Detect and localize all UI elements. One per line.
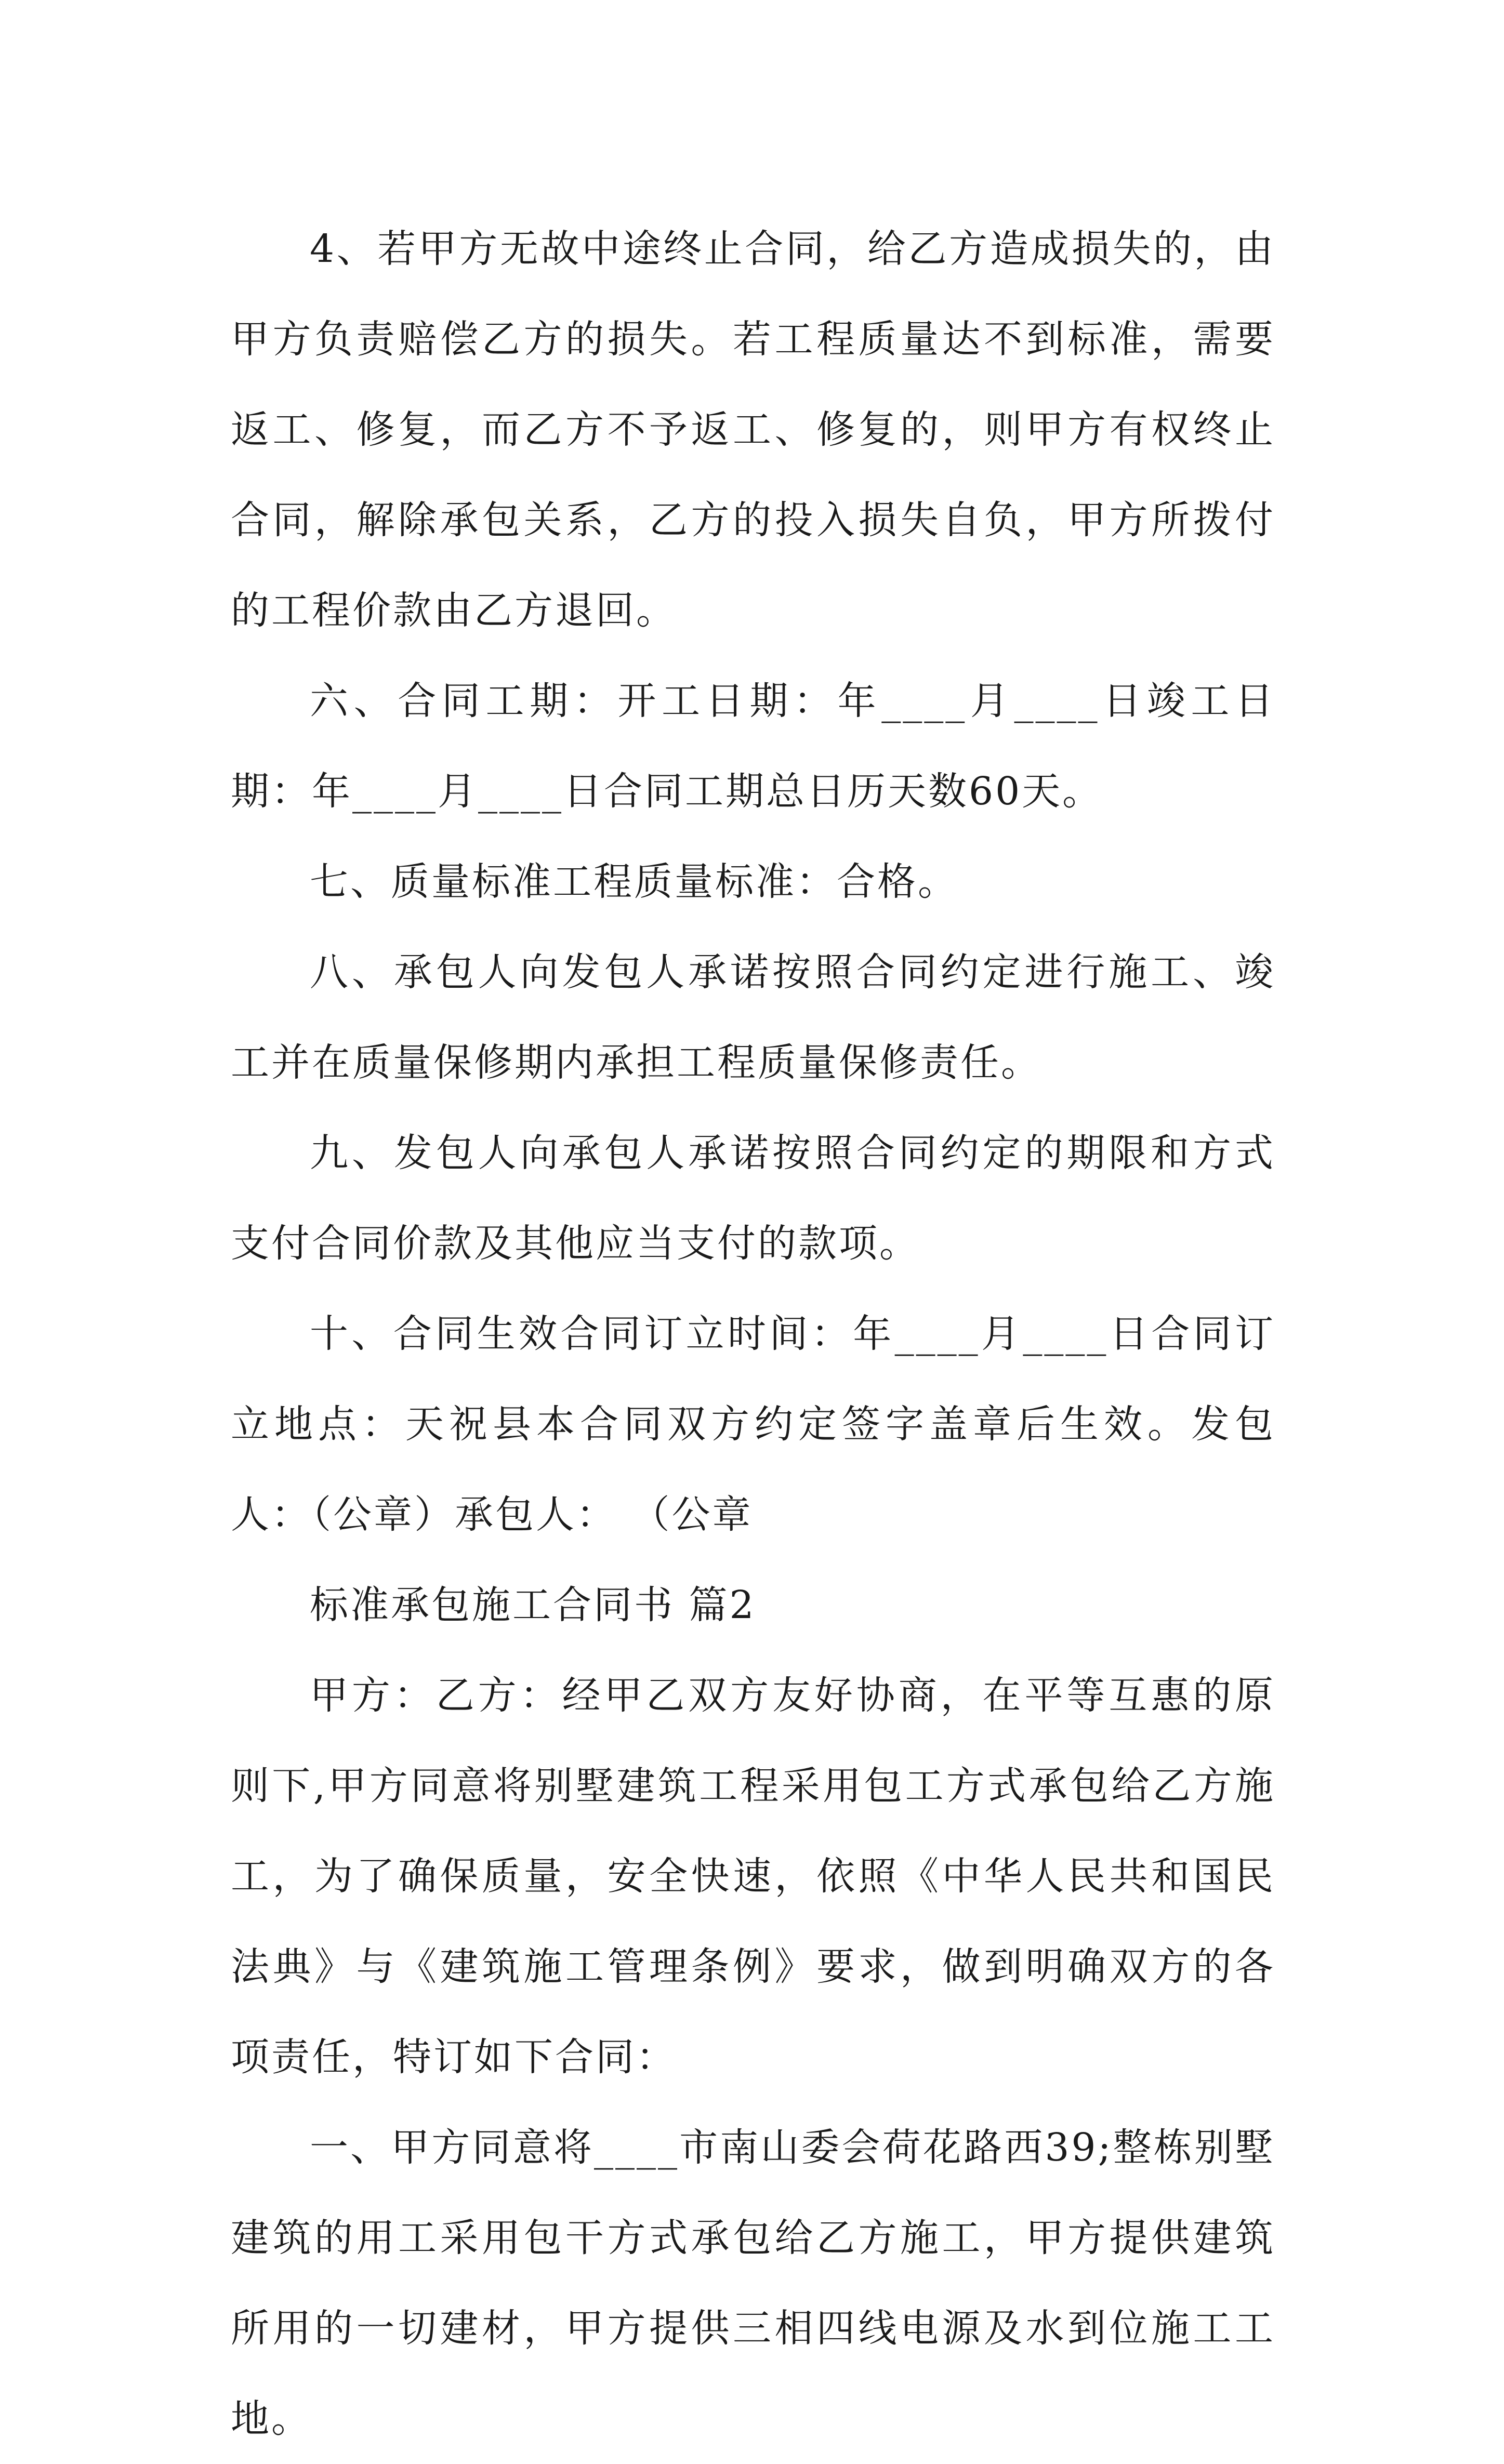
paragraph-employer-commitment: 九、发包人向承包人承诺按照合同约定的期限和方式支付合同价款及其他应当支付的款项。: [231, 1131, 1275, 1266]
document-body: [231, 204, 1275, 2464]
paragraph-compensation-clause: 4、若甲方无故中途终止合同，给乙方造成损失的，由甲方负责赔偿乙方的损失。若工程质量达不到标准，需要返工、修复，而乙方不予返工、修复的，则甲方有权终止合同，解除承包关系，乙方的投入损失自负，甲方所拨付的工程价款由乙方退回。: [231, 227, 1275, 633]
paragraph-preamble: 甲方：乙方：经甲乙双方友好协商，在平等互惠的原则下,甲方同意将别墅建筑工程采用包工方式承包给乙方施工，为了确保质量，安全快速，依照《中华人民共和国民法典》与《建筑施工管理条例》要求，做到明确双方的各项责任，特订如下合同：: [231, 1673, 1275, 2079]
paragraph-clause-one: 一、甲方同意将____市南山委会荷花路西39;整栋别墅建筑的用工采用包干方式承包给乙方施工，甲方提供建筑所用的一切建材，甲方提供三相四线电源及水到位施工工地。: [231, 2125, 1275, 2441]
paragraph-contractor-commitment: 八、承包人向发包人承诺按照合同约定进行施工、竣工并在质量保修期内承担工程质量保修责任。: [231, 950, 1275, 1085]
paragraph-quality-standard: 七、质量标准工程质量标准：合格。: [310, 859, 958, 904]
paragraph-contract-period: 六、合同工期：开工日期：年____月____日竣工日期：年____月____日合同工期总日历天数60天。: [231, 679, 1275, 814]
paragraph-contract-effect: 十、合同生效合同订立时间：年____月____日合同订立地点：天祝县本合同双方约定签字盖章后生效。发包人：（公章）承包人： （公章: [231, 1312, 1275, 1537]
section-title: 标准承包施工合同书 篇2: [310, 1583, 756, 1627]
